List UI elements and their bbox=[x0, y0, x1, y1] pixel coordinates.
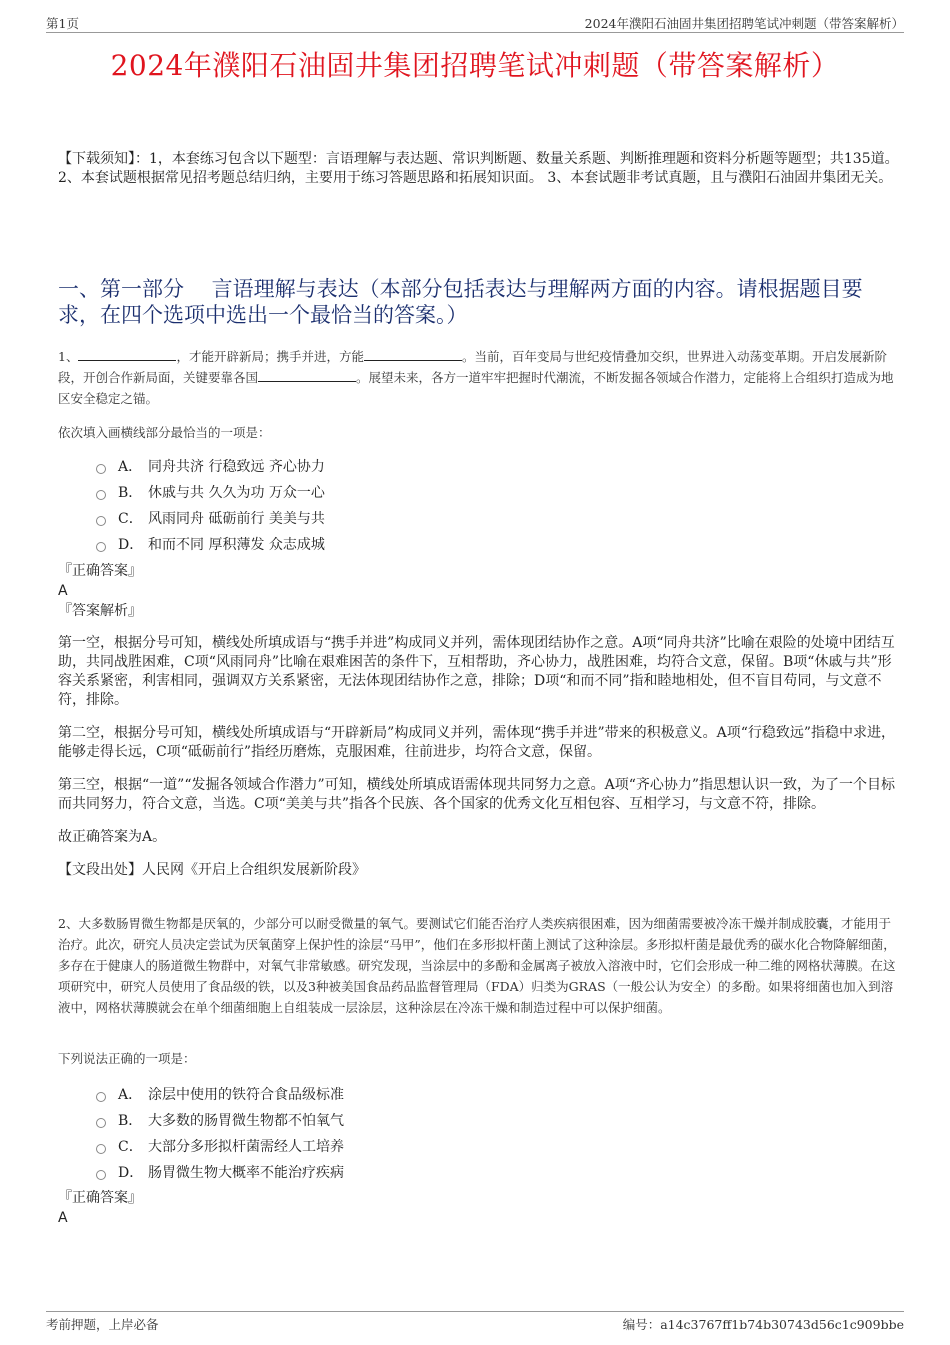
option-a[interactable]: A． 涂层中使用的铁符合食品级标准 bbox=[96, 1081, 344, 1107]
answer-blank bbox=[78, 348, 176, 361]
question-1-text: 1、 ，才能开辟新局；携手并进，方能 。当前，百年变局与世纪疫情叠加交织，世界进入动荡变革期。开启发展新阶段，开创合作新局面，关键要靠各国 。展望未来，各方一道牢牢把握时代潮流，不断发掘各领域合作潜力，定能将上合组织打造成为地区安全稳定之锚。 bbox=[58, 349, 894, 406]
source-citation: 【文段出处】人民网《开启上合组织发展新阶段》 bbox=[58, 862, 366, 878]
question-2-answer bbox=[58, 1188, 896, 1228]
running-title: 2024年濮阳石油固井集团招聘笔试冲刺题（带答案解析） bbox=[584, 16, 904, 31]
question-2-options bbox=[96, 1081, 344, 1185]
page-number: 第1页 bbox=[46, 16, 79, 31]
radio-button[interactable] bbox=[96, 464, 106, 474]
download-notice: 【下载须知】：1，本套练习包含以下题型：言语理解与表达题、常识判断题、数量关系题、判断推理题和资料分析题等题型；共135道。 2、本套试题根据常见招考题总结归纳，主要用于练习答题思路和拓展知识面。 3、本套试题非考试真题，且与濮阳石油固井集团无关。 bbox=[58, 151, 899, 186]
answer-blank bbox=[364, 348, 462, 361]
page-footer bbox=[46, 1311, 904, 1332]
question-2-prompt: 下列说法正确的一项是： bbox=[58, 1051, 196, 1066]
option-b[interactable]: B． 休戚与共 久久为功 万众一心 bbox=[96, 479, 325, 505]
radio-button[interactable] bbox=[96, 542, 106, 552]
correct-answer-label: 『正确答案』 bbox=[58, 563, 142, 579]
radio-button[interactable] bbox=[96, 490, 106, 500]
analysis-paragraph: 第二空，根据分号可知，横线处所填成语与“开辟新局”构成同义并列，需体现“携手并进”带来的积极意义。A项“行稳致远”指稳中求进，能够走得长远，C项“砥砺前行”指经历磨炼，克服困难，往前进步，均符合文意，保留。 bbox=[58, 725, 896, 760]
question-1-prompt: 依次填入画横线部分最恰当的一项是： bbox=[58, 425, 271, 440]
question-1-options bbox=[96, 453, 325, 557]
option-b[interactable]: B． 大多数的肠胃微生物都不怕氧气 bbox=[96, 1107, 344, 1133]
radio-button[interactable] bbox=[96, 516, 106, 526]
document-id: 编号：a14c3767ff1b74b30743d56c1c909bbe bbox=[622, 1317, 904, 1332]
analysis-paragraph: 故正确答案为A。 bbox=[58, 829, 167, 845]
option-a[interactable]: A． 同舟共济 行稳致远 齐心协力 bbox=[96, 453, 325, 479]
radio-button[interactable] bbox=[96, 1092, 106, 1102]
analysis-paragraph: 第三空，根据“一道”“发掘各领域合作潜力”可知，横线处所填成语需体现共同努力之意。A项“齐心协力”指思想认识一致，为了一个目标而共同努力，符合文意，当选。C项“美美与共”指各个民族、各个国家的优秀文化互相包容、互相学习，与文意不符，排除。 bbox=[58, 777, 896, 812]
radio-button[interactable] bbox=[96, 1144, 106, 1154]
question-number: 1、 bbox=[58, 349, 79, 364]
radio-button[interactable] bbox=[96, 1170, 106, 1180]
question-2-text: 2、大多数肠胃微生物都是厌氧的，少部分可以耐受微量的氧气。要测试它们能否治疗人类疾病很困难，因为细菌需要被冷冻干燥并制成胶囊，才能用于治疗。此次，研究人员决定尝试为厌氧菌穿上保护性的涂层“马甲”，他们在多形拟杆菌上测试了这种涂层。多形拟杆菌是最优秀的碳水化合物降解细菌，多存在于健康人的肠道微生物群中，对氧气非常敏感。研究发现，当涂层中的多酚和金属离子被放入溶液中时，它们会形成一种二维的网格状薄膜。在这项研究中，研究人员使用了食品级的铁，以及3种被美国食品药品监督管理局（FDA）归类为GRAS（一般公认为安全）的多酚。如果将细菌也加入到溶液中，网格状薄膜就会在单个细菌细胞上自组装成一层涂层，这种涂层在冷冻干燥和制造过程中可以保护细菌。 bbox=[58, 916, 896, 1015]
footer-slogan: 考前押题，上岸必备 bbox=[46, 1317, 159, 1332]
correct-answer: A bbox=[58, 1210, 68, 1226]
question-1-analysis bbox=[58, 634, 896, 894]
option-c[interactable]: C． 风雨同舟 砥砺前行 美美与共 bbox=[96, 505, 325, 531]
option-d[interactable]: D． 和而不同 厚积薄发 众志成城 bbox=[96, 531, 325, 557]
analysis-label: 『答案解析』 bbox=[58, 603, 142, 619]
answer-blank bbox=[258, 369, 356, 382]
option-d[interactable]: D． 肠胃微生物大概率不能治疗疾病 bbox=[96, 1159, 344, 1185]
correct-answer-label: 『正确答案』 bbox=[58, 1190, 142, 1206]
question-1-answer bbox=[58, 561, 896, 621]
section-heading: 一、第一部分 言语理解与表达（本部分包括表达与理解两方面的内容。请根据题目要求，在四个选项中选出一个最恰当的答案。） bbox=[58, 277, 863, 327]
analysis-paragraph: 第一空，根据分号可知，横线处所填成语与“携手并进”构成同义并列，需体现团结协作之意。A项“同舟共济”比喻在艰险的处境中团结互助，共同战胜困难，C项“风雨同舟”比喻在艰难困苦的条件下，互相帮助，齐心协力，战胜困难，均符合文意，保留。B项“休戚与共”形容关系紧密，利害相同，强调双方关系紧密，无法体现团结协作之意，排除；D项“和而不同”指和睦地相处，但不盲目苟同，与文意不符，排除。 bbox=[58, 635, 895, 708]
correct-answer: A bbox=[58, 583, 68, 599]
radio-button[interactable] bbox=[96, 1118, 106, 1128]
document-title: 2024年濮阳石油固井集团招聘笔试冲刺题（带答案解析） bbox=[110, 49, 840, 82]
option-c[interactable]: C． 大部分多形拟杆菌需经人工培养 bbox=[96, 1133, 344, 1159]
page-header bbox=[46, 12, 904, 33]
